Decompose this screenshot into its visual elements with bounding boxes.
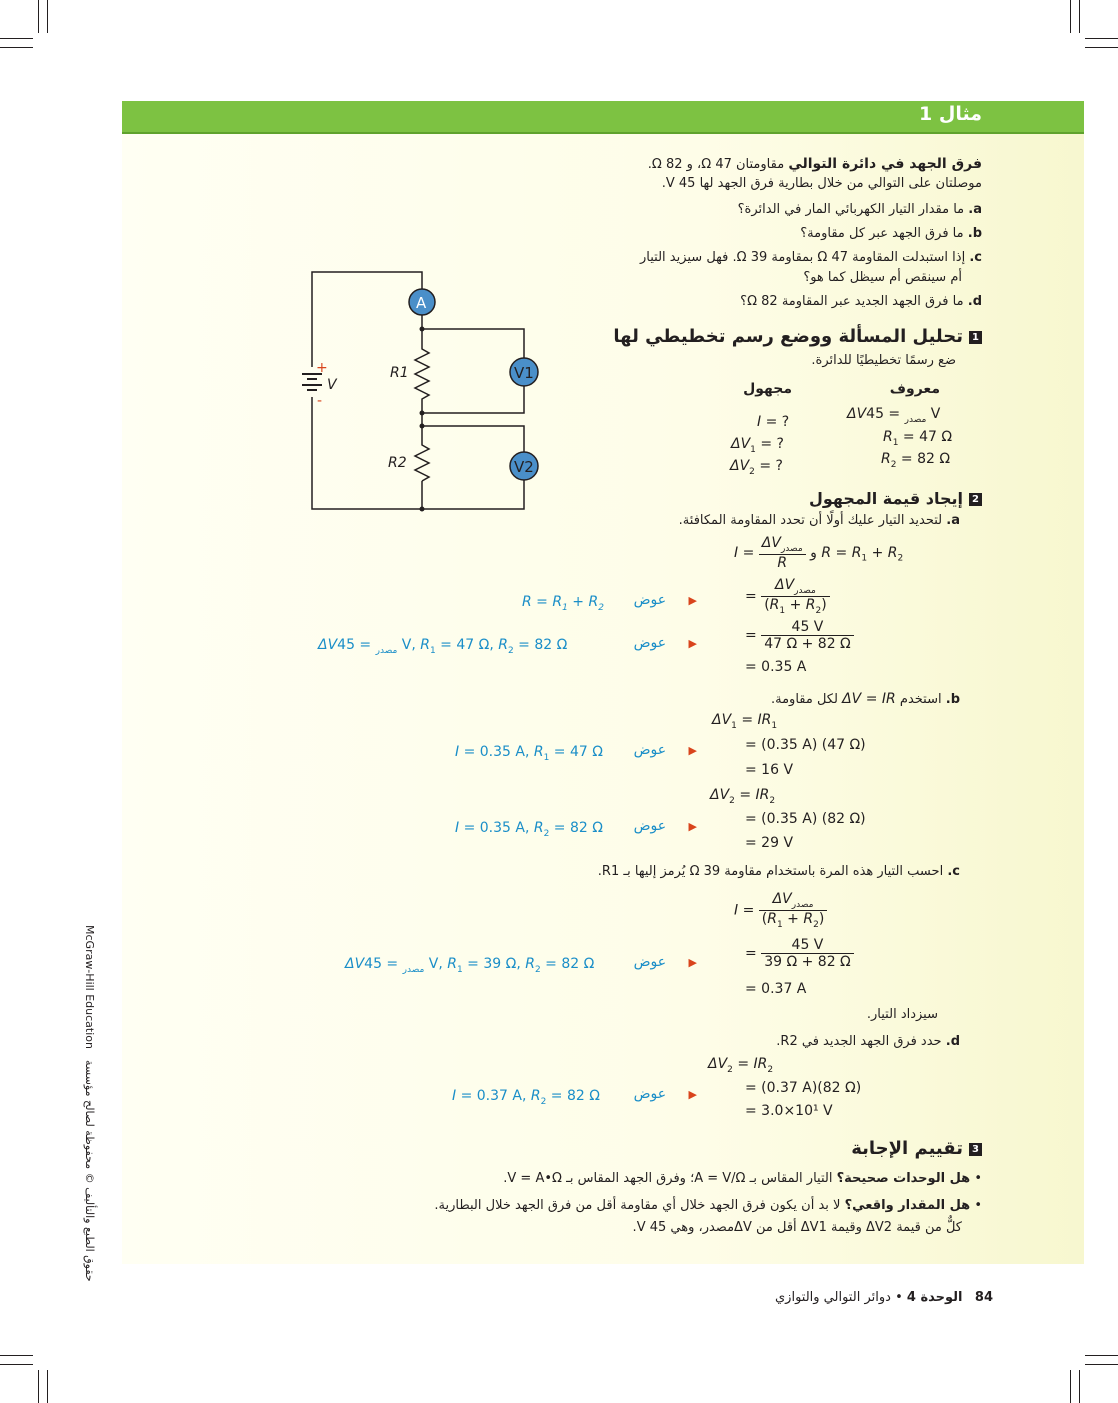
eq-a-current: I = $\frac{\Delta V_{مصدر}}{R}$ و $R = R_1 + R_2$ bbox=[734, 535, 904, 571]
voltmeter-1-label: V1 bbox=[514, 364, 534, 382]
check-units-text: التيار المقاس بـ A = V/Ω؛ وفرق الجهد المقاس بـ V = A•Ω. bbox=[503, 1171, 833, 1186]
eq-d-result: = 3.0×10¹ V bbox=[745, 1103, 833, 1119]
r1-label: R1 bbox=[390, 365, 409, 381]
part-b-eq: ΔV = IR bbox=[842, 691, 896, 707]
eq-b-v1-step: = (0.35 A) (47 Ω) bbox=[745, 737, 866, 753]
side-copyright-text: حقوق الطبع والتأليف © محفوظة لصالح مؤسسة bbox=[83, 1060, 96, 1282]
question-text: ما مقدار التيار الكهربائي المار في الدائرة؟ bbox=[737, 202, 965, 217]
problem-title: فرق الجهد في دائرة التوالي bbox=[788, 156, 982, 172]
battery-label: V bbox=[327, 377, 337, 393]
sub-a2-value: ΔV $_{مصدر}$ = 45 V, $R_1 = 47$ Ω, $R_2 = 82$ Ω bbox=[318, 637, 568, 656]
ammeter-label: A bbox=[416, 294, 427, 312]
known-header: معروف bbox=[889, 381, 940, 397]
eq-a-step2: = $\frac{45 V}{47 \Omega + 82 \Omega}$ bbox=[745, 619, 854, 652]
eq-b-v2: $\Delta V_2 = IR_2$ bbox=[710, 787, 776, 806]
part-b-post: لكل مقاومة. bbox=[770, 692, 838, 707]
sub-d-value: I = 0.37 A, $R_2 = 82$ Ω bbox=[452, 1088, 600, 1107]
eq-c-step: = $\frac{45 V}{39 \Omega + 82 \Omega}$ bbox=[745, 937, 854, 970]
section1-title: تحليل المسألة ووضع رسم تخطيطي لها bbox=[613, 326, 963, 347]
and-word: و bbox=[810, 544, 817, 561]
section3-title: تقييم الإجابة bbox=[851, 1138, 963, 1159]
check-magnitude: • هل المقدار واقعي؟ لا بد أن يكون فرق الجهد خلال أي مقاومة أقل من فرق الجهد خلال البطارية. bbox=[434, 1198, 982, 1213]
substitute-label: عوض bbox=[633, 954, 667, 970]
arrow-icon: ▶ bbox=[688, 1088, 697, 1101]
eq-b-v1-result: = 16 V bbox=[745, 762, 794, 778]
battery-minus: - bbox=[317, 393, 323, 409]
part-b-text bbox=[360, 691, 960, 707]
substitute-label: عوض bbox=[633, 592, 667, 608]
question-letter: b. bbox=[967, 226, 982, 241]
part-d-text bbox=[460, 1034, 960, 1049]
side-copyright bbox=[80, 1060, 100, 1280]
part-b-letter: b. bbox=[945, 692, 960, 707]
substitute-label: عوض bbox=[633, 1086, 667, 1102]
example-title: مثال 1 bbox=[919, 103, 982, 125]
example-header bbox=[122, 101, 1084, 134]
unknown-header: مجهول bbox=[743, 381, 792, 397]
check-magnitude-text: لا بد أن يكون فرق الجهد خلال أي مقاومة أقل من فرق الجهد خلال البطارية. bbox=[434, 1198, 841, 1213]
arrow-icon: ▶ bbox=[688, 637, 697, 650]
eq-b-v2-step: = (0.35 A) (82 Ω) bbox=[745, 811, 866, 827]
section2-number: 2 bbox=[969, 493, 982, 506]
eq-c-result: = 0.37 A bbox=[745, 981, 807, 997]
unknown-v2: $\Delta V_2$ = ? bbox=[730, 458, 783, 477]
r2-label: R2 bbox=[388, 455, 407, 471]
problem-line1 bbox=[282, 156, 982, 172]
part-d-letter: d. bbox=[945, 1034, 960, 1049]
question-text: ما فرق الجهد الجديد عبر المقاومة Ω 82؟ bbox=[740, 294, 964, 309]
eq-b-v1: $\Delta V_1 = IR_1$ bbox=[712, 712, 778, 731]
page-number: 84 bbox=[974, 1290, 993, 1305]
problem-line2: موصلتان على التوالي من خلال بطارية فرق الجهد لها V 45. bbox=[661, 176, 982, 191]
part-b-pre: استخدم bbox=[899, 692, 942, 707]
question-text: ما فرق الجهد عبر كل مقاومة؟ bbox=[800, 226, 964, 241]
substitute-label: عوض bbox=[633, 742, 667, 758]
sub-a1-value: $R = R_1 + R_2$ bbox=[522, 594, 604, 613]
part-a-description: لتحديد التيار عليك أولًا أن تحدد المقاومة المكافئة. bbox=[678, 513, 943, 528]
unknown-current: I = ? bbox=[757, 414, 790, 430]
question-c-cont: أم سينقص أم سيظل كما هو؟ bbox=[803, 270, 962, 285]
footer-chapter: دوائر التوالي والتوازي bbox=[775, 1290, 891, 1305]
unknown-v1: $\Delta V_1$ = ? bbox=[731, 436, 784, 455]
part-c-note: سيزداد التيار. bbox=[866, 1007, 938, 1022]
substitute-label: عوض bbox=[633, 818, 667, 834]
arrow-icon: ▶ bbox=[688, 956, 697, 969]
known-r2: $R_2 = 82$ Ω bbox=[881, 451, 951, 470]
page-footer bbox=[775, 1290, 993, 1305]
known-source-voltage: ΔV $_{مصدر}$ = 45 V bbox=[847, 406, 941, 425]
check-magnitude-question: هل المقدار واقعي؟ bbox=[844, 1198, 971, 1213]
question-letter: a. bbox=[968, 202, 982, 217]
question-b bbox=[282, 226, 982, 241]
substitute-label: عوض bbox=[633, 635, 667, 651]
eq-d-step: = (0.37 A)(82 Ω) bbox=[745, 1080, 862, 1096]
section1-number: 1 bbox=[969, 331, 982, 344]
section3-heading bbox=[482, 1138, 982, 1159]
eq-d-v2: $\Delta V_2 = IR_2$ bbox=[708, 1056, 774, 1075]
part-c-text bbox=[360, 864, 960, 879]
eq-c-current: I = $\frac{\Delta V_{مصدر}}{(R_1 + R_2)}$ bbox=[734, 891, 827, 930]
question-c bbox=[282, 250, 982, 265]
part-a-letter: a. bbox=[946, 513, 960, 528]
section3-number: 3 bbox=[969, 1143, 982, 1156]
known-r1: $R_1 = 47$ Ω bbox=[883, 429, 953, 448]
battery-plus: + bbox=[316, 360, 328, 376]
part-d-description: حدد فرق الجهد الجديد في R2. bbox=[776, 1034, 942, 1049]
footer-bullet-icon: • bbox=[895, 1290, 903, 1305]
question-letter: d. bbox=[967, 294, 982, 309]
arrow-icon: ▶ bbox=[688, 820, 697, 833]
part-c-letter: c. bbox=[947, 864, 960, 879]
part-c-description: احسب التيار هذه المرة باستخدام مقاومة Ω 39 يُرمز إليها بـ R1. bbox=[597, 864, 944, 879]
eq-a-result: = 0.35 A bbox=[745, 659, 807, 675]
question-a bbox=[282, 202, 982, 217]
section1-heading bbox=[382, 326, 982, 347]
example-panel bbox=[122, 101, 1084, 1264]
section1-subtitle: ضع رسمًا تخطيطيًا للدائرة. bbox=[811, 353, 956, 368]
eq-b-v2-result: = 29 V bbox=[745, 835, 794, 851]
part-a-text bbox=[360, 513, 960, 528]
sub-c-value: ΔV $_{مصدر}$ = 45 V, $R_1 = 39$ Ω, $R_2 = 82$ Ω bbox=[345, 956, 595, 975]
section2-heading bbox=[482, 489, 982, 508]
check-magnitude-line2: كلٌّ من قيمة ΔV2 وقيمة ΔV1 أقل من ΔVمصدر، وهي V 45. bbox=[632, 1220, 962, 1235]
question-letter: c. bbox=[969, 250, 982, 265]
eq-a-step1: = $\frac{\Delta V_{مصدر}}{(R_1 + R_2)}$ bbox=[745, 577, 830, 616]
footer-unit: الوحدة 4 bbox=[906, 1290, 963, 1305]
sub-b1-value: I = 0.35 A, $R_1 = 47$ Ω bbox=[455, 744, 603, 763]
voltmeter-2-label: V2 bbox=[514, 458, 534, 476]
problem-line1-tail: مقاومتان Ω 47، و Ω 82. bbox=[647, 157, 785, 172]
check-units-question: هل الوحدات صحيحة؟ bbox=[836, 1171, 971, 1186]
check-units: • هل الوحدات صحيحة؟ التيار المقاس بـ A = V/Ω؛ وفرق الجهد المقاس بـ V = A•Ω. bbox=[503, 1171, 982, 1186]
section2-title: إيجاد قيمة المجهول bbox=[808, 489, 963, 508]
arrow-icon: ▶ bbox=[688, 744, 697, 757]
circuit-diagram bbox=[302, 269, 542, 514]
sub-b2-value: I = 0.35 A, $R_2 = 82$ Ω bbox=[455, 820, 603, 839]
question-text: إذا استبدلت المقاومة Ω 47 بمقاومة Ω 39. فهل سيزيد التيار bbox=[639, 250, 966, 265]
side-publisher-text: McGraw-Hill Education bbox=[83, 925, 96, 1049]
arrow-icon: ▶ bbox=[688, 594, 697, 607]
